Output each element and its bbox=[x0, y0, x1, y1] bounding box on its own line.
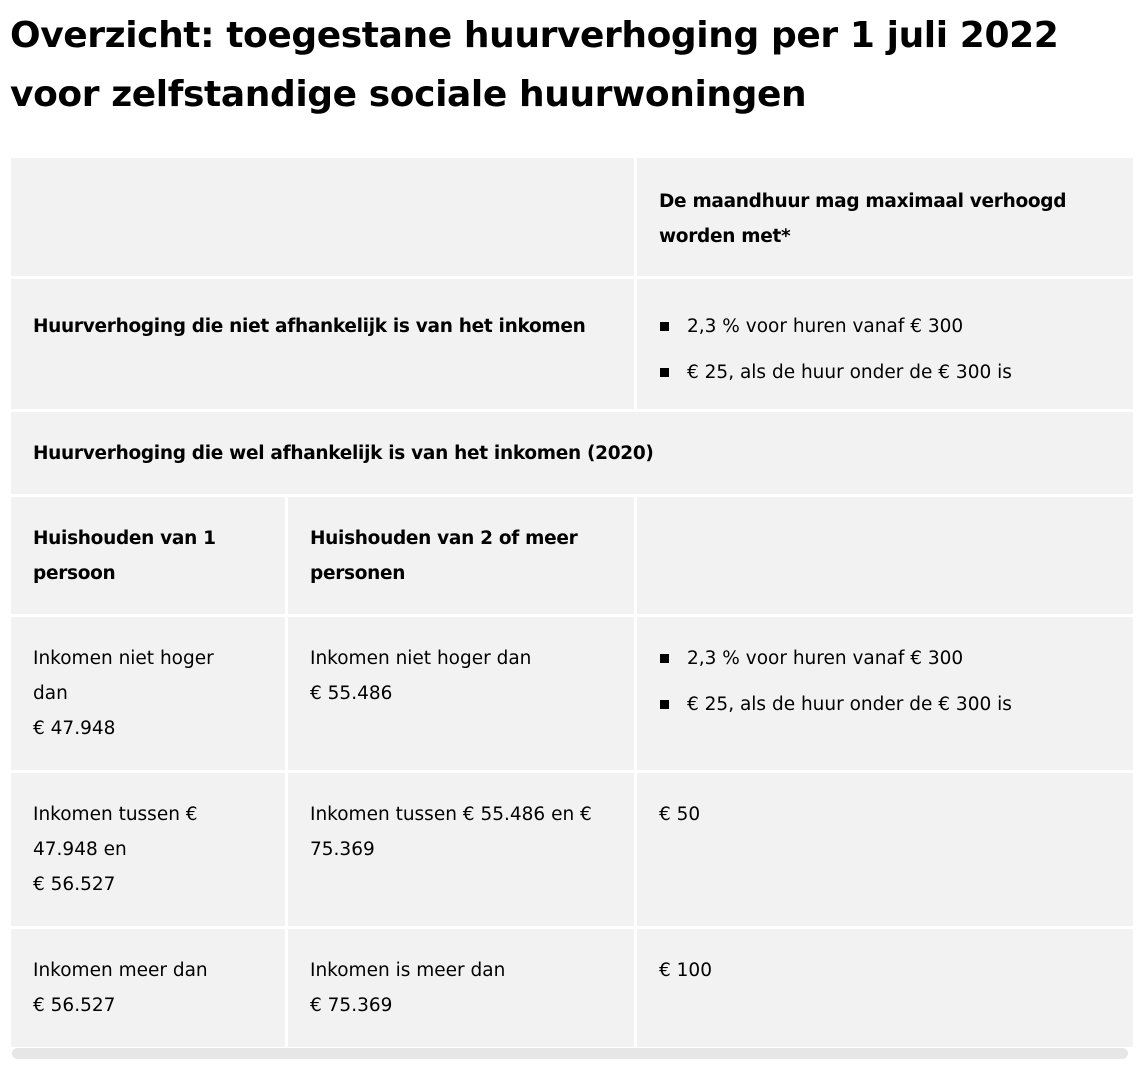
bullet-list bbox=[659, 309, 1111, 390]
table-header-row bbox=[10, 157, 1135, 278]
cell-line: € 55.486 bbox=[310, 683, 393, 704]
cell-line: Inkomen tussen € bbox=[33, 804, 198, 825]
max-increase-cell: € 100 bbox=[636, 928, 1135, 1049]
square-bullet-icon bbox=[660, 700, 669, 709]
cell-line: Inkomen niet hoger dan bbox=[310, 648, 532, 669]
bullet-text: 2,3 % voor huren vanaf € 300 bbox=[687, 648, 964, 669]
cell-line: € 56.527 bbox=[33, 874, 116, 895]
horizontal-scrollbar[interactable] bbox=[12, 1048, 1128, 1059]
bullet-item bbox=[659, 687, 1111, 722]
one-person-income-cell bbox=[10, 928, 287, 1049]
income-dependent-heading: Huurverhoging die wel afhankelijk is van het inkomen (2020) bbox=[10, 411, 1135, 496]
bullet-text: 2,3 % voor huren vanaf € 300 bbox=[687, 316, 964, 337]
bullet-list bbox=[659, 641, 1111, 722]
table-row bbox=[10, 772, 1135, 928]
rent-increase-table bbox=[8, 155, 1136, 1050]
cell-line: Inkomen tussen € 55.486 en € bbox=[310, 804, 592, 825]
cell-line: € 75.369 bbox=[310, 995, 393, 1016]
one-person-income-cell bbox=[10, 616, 287, 772]
cell-line: Inkomen meer dan bbox=[33, 960, 208, 981]
square-bullet-icon bbox=[660, 322, 669, 331]
table-row-income-dependent-heading bbox=[10, 411, 1135, 496]
max-increase-cell bbox=[636, 616, 1135, 772]
income-independent-value bbox=[636, 278, 1135, 411]
square-bullet-icon bbox=[660, 368, 669, 377]
one-person-household-header: Huishouden van 1 persoon bbox=[10, 496, 287, 616]
table-row-income-independent bbox=[10, 278, 1135, 411]
bullet-item bbox=[659, 641, 1111, 676]
cell-line: € 47.948 bbox=[33, 718, 116, 739]
max-increase-cell: € 50 bbox=[636, 772, 1135, 928]
bullet-item bbox=[659, 309, 1111, 344]
square-bullet-icon bbox=[660, 654, 669, 663]
cell-line: dan bbox=[33, 683, 68, 704]
multi-person-income-cell bbox=[287, 772, 636, 928]
bullet-item bbox=[659, 355, 1111, 390]
empty-header-cell bbox=[10, 157, 636, 278]
table-row bbox=[10, 928, 1135, 1049]
page-title: Overzicht: toegestane huurverhoging per 1 juli 2022 voor zelfstandige sociale huurwoningen bbox=[10, 15, 1059, 115]
table-subheader-row bbox=[10, 496, 1135, 616]
cell-line: 75.369 bbox=[310, 839, 375, 860]
bullet-text: € 25, als de huur onder de € 300 is bbox=[687, 694, 1012, 715]
cell-line: € 56.527 bbox=[33, 995, 116, 1016]
multi-person-household-header: Huishouden van 2 of meer personen bbox=[287, 496, 636, 616]
max-increase-header: De maandhuur mag maximaal verhoogd worden met* bbox=[636, 157, 1135, 278]
bullet-text: € 25, als de huur onder de € 300 is bbox=[687, 362, 1012, 383]
one-person-income-cell bbox=[10, 772, 287, 928]
cell-line: 47.948 en bbox=[33, 839, 127, 860]
table-row bbox=[10, 616, 1135, 772]
empty-subheader-cell bbox=[636, 496, 1135, 616]
cell-line: Inkomen is meer dan bbox=[310, 960, 506, 981]
cell-line: Inkomen niet hoger bbox=[33, 648, 214, 669]
income-independent-label: Huurverhoging die niet afhankelijk is van het inkomen bbox=[10, 278, 636, 411]
multi-person-income-cell bbox=[287, 928, 636, 1049]
multi-person-income-cell bbox=[287, 616, 636, 772]
